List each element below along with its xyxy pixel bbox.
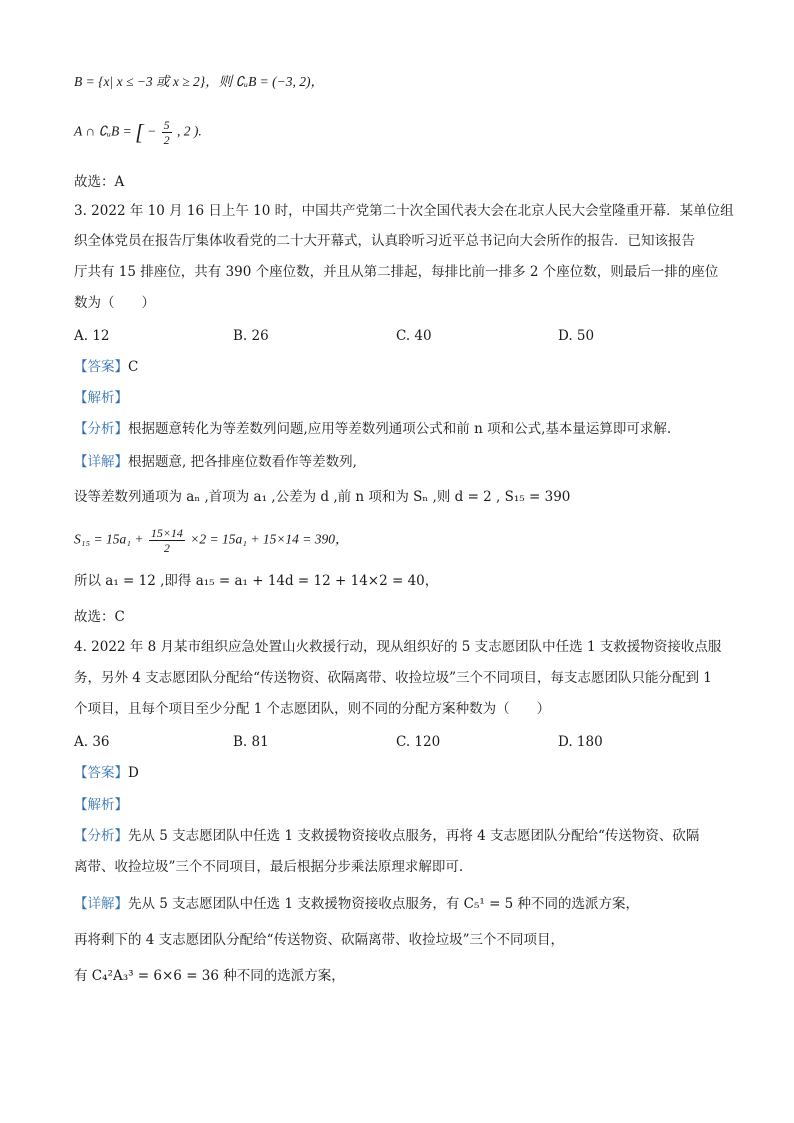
q3-option-b: B. 26 <box>233 328 269 344</box>
q3-fenxi <box>74 419 671 439</box>
intersection-line <box>74 118 202 147</box>
fenxi-text: 先从 5 支志愿团队中任选 1 支救援物资接收点服务，再将 4 支志愿团队分配给“传送物资、砍隔 <box>128 828 700 844</box>
q3-s15-line <box>74 526 349 555</box>
left-bracket: [ <box>135 119 144 145</box>
q4-xiangjie-line-1 <box>74 894 639 914</box>
fenxi-tag: 【分析】 <box>74 828 128 844</box>
xiangjie-tag: 【详解】 <box>74 896 128 912</box>
q3-answer <box>74 357 138 377</box>
fraction-denominator: 2 <box>163 541 170 555</box>
fraction-numerator: 5 <box>163 118 170 132</box>
xiangjie-text: 先从 5 支志愿团队中任选 1 支救援物资接收点服务，有 C₅¹ = 5 种不同的选派方案， <box>128 896 640 912</box>
q4-xiangjie-line-3: 有 C₄²A₃³ = 6×6 = 36 种不同的选派方案， <box>74 968 345 984</box>
q4-fenxi-line-1 <box>74 826 699 846</box>
q4-stem-line-2: 务，另外 4 支志愿团队分配给“传送物资、砍隔离带、收捡垃圾”三个不同项目，每支志愿团队只能分配到 1 <box>74 670 712 686</box>
fraction-15x14-over-2 <box>149 526 185 555</box>
q4-option-d: D. 180 <box>558 734 603 750</box>
q4-analysis-tag: 【解析】 <box>74 797 128 813</box>
s15-left: S₁₅ = 15a₁ + <box>74 531 144 547</box>
q3-stem-line-3: 厅共有 15 排座位，共有 390 个座位数，并且从第二排起，每排比前一排多 2 个座位数，则最后一排的座位 <box>74 264 719 280</box>
q3-result-line: 所以 a₁ = 12 ,即得 a₁₅ = a₁ + 14d = 12 + 14×2 = 40， <box>74 573 439 589</box>
intersection-left: A ∩ ∁ᵤB = <box>74 123 132 139</box>
q3-option-c: C. 40 <box>396 328 432 344</box>
answer-tag: 【答案】 <box>74 359 128 375</box>
q4-xiangjie-line-2: 再将剩下的 4 支志愿团队分配给“传送物资、砍隔离带、收捡垃圾”三个不同项目， <box>74 932 564 948</box>
choose-a: 故选：A <box>74 174 125 190</box>
q3-stem-line-2: 织全体党员在报告厅集体收看党的二十大开幕式，认真聆听习近平总书记向大会所作的报告．已知该报告 <box>74 233 695 249</box>
q4-option-b: B. 81 <box>233 734 269 750</box>
q4-answer <box>74 763 139 783</box>
q3-option-a: A. 12 <box>74 328 110 344</box>
set-b-line: B = {x| x ≤ −3 或 x ≥ 2}，则 ∁ᵤB = (−3, 2)， <box>74 74 325 89</box>
fenxi-text: 根据题意转化为等差数列问题,应用等差数列通项公式和前 n 项和公式,基本量运算即可求解. <box>128 421 672 437</box>
fraction-five-halves <box>162 118 172 147</box>
q4-option-c: C. 120 <box>396 734 441 750</box>
xiangjie-tag: 【详解】 <box>74 454 128 470</box>
answer-tag: 【答案】 <box>74 765 128 781</box>
q4-stem-line-3: 个项目，且每个项目至少分配 1 个志愿团队，则不同的分配方案种数为（ ） <box>74 701 551 717</box>
fraction-denominator: 2 <box>163 133 170 147</box>
answer-value: D <box>128 765 139 781</box>
xiangjie-text: 根据题意, 把各排座位数看作等差数列, <box>128 454 357 470</box>
minus-sign: − <box>147 123 157 139</box>
answer-value: C <box>128 359 139 375</box>
intersection-right: , 2 ). <box>176 123 202 139</box>
q3-analysis-tag: 【解析】 <box>74 390 128 406</box>
s15-right: ×2 = 15a₁ + 15×14 = 390， <box>190 531 349 547</box>
q4-stem-line-1: 4. 2022 年 8 月某市组织应急处置山火救援行动，现从组织好的 5 支志愿团队中任选 1 支救援物资接收点服 <box>74 639 722 655</box>
q4-fenxi-line-2: 离带、收捡垃圾”三个不同项目，最后根据分步乘法原理求解即可. <box>74 859 464 875</box>
fenxi-tag: 【分析】 <box>74 421 128 437</box>
fraction-numerator: 15×14 <box>150 526 183 540</box>
q3-option-d: D. 50 <box>558 328 595 344</box>
q4-option-a: A. 36 <box>74 734 110 750</box>
q3-xiangjie <box>74 452 357 472</box>
q3-choose: 故选：C <box>74 609 125 625</box>
q3-stem-line-1: 3. 2022 年 10 月 16 日上午 10 时，中国共产党第二十次全国代表大会在北京人民大会堂隆重开幕．某单位组 <box>74 203 734 219</box>
q3-stem-line-4: 数为（ ） <box>74 295 155 311</box>
q3-setup-line: 设等差数列通项为 aₙ ,首项为 a₁ ,公差为 d ,前 n 项和为 Sₙ ,则 d = 2 , S₁₅ = 390 <box>74 489 571 505</box>
